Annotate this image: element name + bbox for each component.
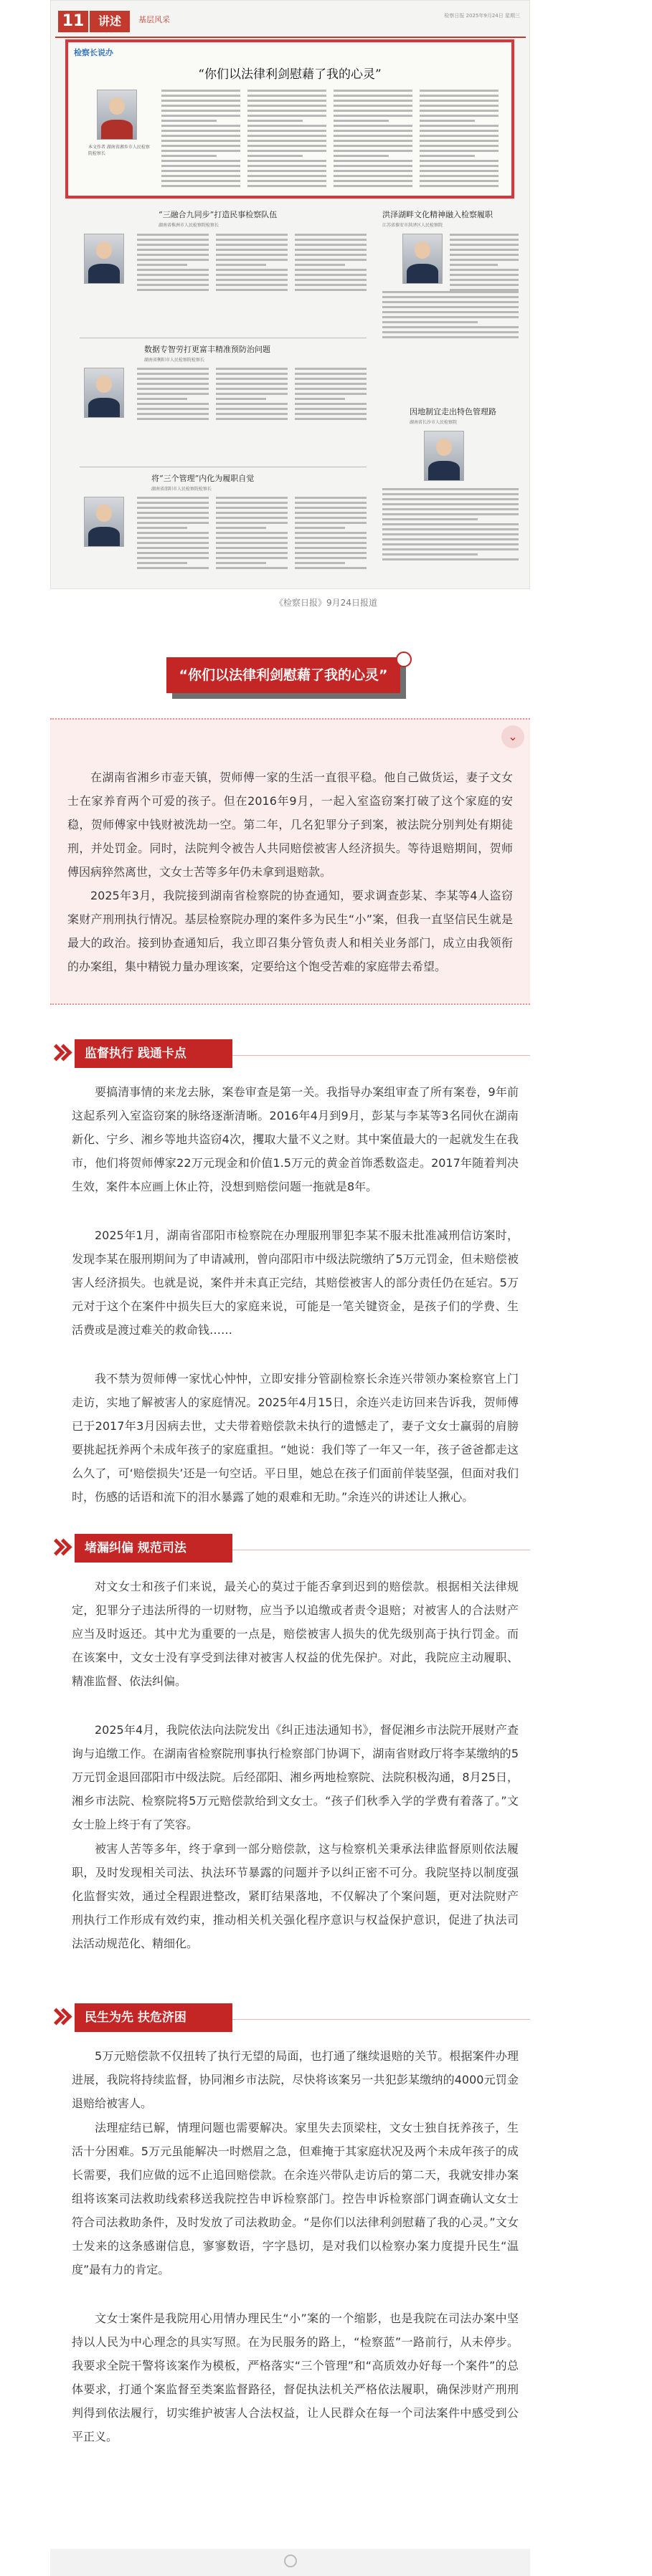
feature-text-column [247, 90, 326, 190]
article-text-column [382, 488, 519, 563]
newspaper-article-byline: 湖南省邵阳市人民检察院检察长 [151, 487, 212, 492]
article-author-photo [84, 234, 124, 284]
double-chevron-right-icon [50, 1540, 70, 1557]
article-text-column [295, 234, 367, 294]
newspaper-page-image [50, 0, 530, 589]
body-paragraph: 我不禁为贺师傅一家忧心忡忡，立即安排分管副检察长余连兴带领办案检察官上门走访，实地了解被害人的家庭情况。2025年4月15日，余连兴走访回来告诉我，贺师傅已于2017年3月因病去世，丈夫带着赔偿款未执行的遗憾走了，妻子文女士赢弱的肩膀要挑起抚养两个未成年孩子的家庭重担。“她说：我们等了一年又一年，孩子爸爸都走这么久了，可‘赔偿损失’还是一句空话。平日里，她总在孩子们面前佯装坚强，但面对我们时，伤感的话语和流下的泪水暴露了她的艰难和无助。”余连兴的讲述让人揪心。 [72, 1372, 519, 1504]
section-heading: 堵漏纠偏 规范司法 [75, 1534, 232, 1563]
article-text-column [137, 497, 209, 572]
body-paragraph: 2025年1月，湖南省邵阳市检察院在办理服刑罪犯李某不服未批准减刑信访案时，发现李某在服刑期间为了申请减刑，曾向邵阳市中级法院缴纳了5万元罚金，但未赔偿被害人经济损失。也就是说，案件并未真正完结，其赔偿被害人的部分责任仍在延宕。5万元对于这个在案件中损失巨大的家庭来说，可能是一笔关键资金，是孩子们的学费、生活费或是渡过难关的救命钱…… [72, 1229, 519, 1337]
article-text-column [450, 234, 519, 294]
intro-paragraph: 2025年3月，我院接到湖南省检察院的协查通知，要求调查彭某、李某等4人盗窃案财产刑刑执行情况。基层检察院办理的案件多为民生“小”案，但我一直坚信民生就是最大的政治。接到协查通知后，我立即召集分管负责人和相关业务部门，成立由我领衔的办案组，集中精锐力量办理该案，定要给这个饱受苦难的家庭带去希望。 [67, 889, 513, 973]
newspaper-date-line: 检察日报 2025年9月24日 星期三 [444, 13, 520, 19]
newspaper-feature-title: “你们以法律利剑慰藉了我的心灵” [198, 67, 382, 82]
newspaper-article-headline: 将“三个管理”内化为履职自觉 [151, 474, 255, 483]
body-paragraph: 对文女士和孩子们来说，最关心的莫过于能否拿到迟到的赔偿款。根据相关法律规定，犯罪分子违法所得的一切财物，应当予以追缴或者责令退赔；对被害人的合法财产应当及时返还。其中尤为重要的一点是，赔偿被害人损失的优先级别高于执行罚金。而在该案中，文女士没有享受到法律对被害人权益的优先保护。对此，我院应主动履职、精准监督、依法纠偏。 [72, 1580, 519, 1688]
feature-text-column [334, 90, 412, 190]
article-text-column [382, 291, 519, 341]
section-rule [232, 1055, 530, 1056]
article-text-column [295, 497, 367, 572]
newspaper-subsection-label: 基层风采 [138, 15, 170, 24]
article-author-photo [402, 234, 443, 284]
newspaper-page-number: 11 [58, 11, 88, 32]
article-text-column [216, 234, 288, 294]
section-rule [232, 2019, 530, 2020]
author-portrait-photo [97, 90, 137, 140]
newspaper-article-byline: 湖南省长沙市人民检察院 [410, 420, 458, 425]
double-chevron-right-icon [50, 1045, 70, 1062]
newspaper-article-headline: “三融合九同步”打造民事检察队伍 [159, 210, 278, 219]
newspaper-article-byline: 湖南省株洲市人民检察院检察长 [159, 223, 219, 228]
body-paragraph: 2025年4月，我院依法向法院发出《纠正违法通知书》，督促湘乡市法院开展财产查询与追缴工作。在湖南省检察院刑事执行检察部门协调下，湖南省财政厅将李某缴纳的5万元罚金退回邵阳市中级法院。后经邵阳、湘乡两地检察院、法院积极沟通，8月25日，湘乡市法院、检察院将5万元赔偿款给到文女士。“孩子们秋季入学的学费有着落了。”文女士脸上终于有了笑容。 [72, 1723, 519, 1831]
article-title-banner: “你们以法律利剑慰藉了我的心灵” [166, 657, 400, 693]
body-paragraph: 法理症结已解，情理问题也需要解决。家里失去顶梁柱，文女士独自抚养孩子，生活十分困难。5万元虽能解决一时燃眉之急，但难掩于其家庭状况及两个未成年孩子的成长需要，我们应做的远不止追回赔偿款。在余连兴带队走访后的第二天，我就安排办案组将该案司法救助线索移送我院控告申诉检察部门。控告申诉检察部门调查确认文女士符合司法救助条件，及时发放了司法救助金。“是你们以法律利剑慰藉了我的心灵。”文女士发来的这条感谢信息，寥寥数语，字字恳切，是对我们以检察办案力度提升民生“温度”最有力的肯定。 [72, 2121, 519, 2276]
article-text-column [216, 497, 288, 572]
newspaper-column-tag: 检察长说办 [74, 48, 113, 57]
newspaper-credit-caption: 《检察日报》9月24日报道 [275, 598, 377, 608]
newspaper-feature-box [65, 39, 514, 199]
feature-text-column [420, 90, 499, 190]
article-text-column [216, 368, 288, 423]
body-paragraph: 被害人苦等多年，终于拿到一部分赔偿款，这与检察机关秉承法律监督原则依法履职，及时发现相关司法、执法环节暴露的问题并予以纠正密不可分。我院坚持以制度强化监督实效，通过全程跟进整改，紧盯结果落地，不仅解决了个案问题，更对法院财产刑执行工作形成有效约束，推动相关机关强化程序意识与权益保护意识，促进了执法司法活动规范化、精细化。 [72, 1842, 519, 1950]
newspaper-article-headline: 数据专智劳打更富丰精准预防治问题 [144, 345, 270, 354]
article-author-photo [84, 497, 124, 547]
body-paragraph: 要搞清事情的来龙去脉，案卷审查是第一关。我指导办案组审查了所有案卷，9年前这起系列入室盗窃案的脉络逐渐清晰。2016年4月到9月，彭某与李某等3名同伙在湖南新化、宁乡、湘乡等地共盗窃4次，攫取大量不义之财。其中案值最大的一起就发生在我市，他们将贺师傅家22万元现金和价值1.5万元的黄金首饰悉数盗走。2017年随着判决生效，案件本应画上休止符，没想到赔偿问题一拖就是8年。 [72, 1085, 519, 1193]
author-photo-caption: 本文作者 湖南省湘乡市人民检察院检察长 [88, 145, 150, 156]
intro-box [50, 718, 530, 1005]
newspaper-section-label: 讲述 [90, 11, 130, 32]
section-heading: 民生为先 扶危济困 [75, 2003, 232, 2032]
newspaper-article-byline: 湖南省衡阳市人民检察院检察长 [144, 358, 205, 363]
newspaper-article-headline: 洪泽湖畔文化精神融入检察履职 [382, 210, 493, 219]
section-header [50, 2003, 530, 2032]
section-header [50, 1534, 530, 1563]
section-header [50, 1039, 530, 1068]
loading-bar [50, 2549, 530, 2576]
newspaper-article-byline: 江苏省淮安市洪泽区人民检察院 [382, 223, 443, 228]
article-author-photo [424, 431, 464, 481]
article-text-column [295, 368, 367, 423]
section-heading: 监督执行 践通卡点 [75, 1039, 232, 1068]
article-text-column [137, 234, 209, 294]
article-author-photo [84, 368, 124, 418]
feature-text-column [161, 90, 240, 190]
newspaper-article-headline: 因地制宜走出特色管理路 [410, 407, 496, 416]
loading-spinner-icon [284, 2554, 297, 2567]
body-paragraph: 文女士案件是我院用心用情办理民生“小”案的一个缩影，也是我院在司法办案中坚持以人民为中心理念的具实写照。在为民服务的路上，“检察蓝”一路前行，从未停步。我要求全院干警将该案作为模板，严格落实“三个管理”和“高质效办好每一个案件”的总体要求，打通个案监督至类案监督路径，督促执法机关严格依法履职，确保涉财产刑刑判得到依法履行，切实维护被害人合法权益，让人民群众在每一个司法案件中感受到公平正义。 [72, 2312, 519, 2443]
intro-paragraph: 在湖南省湘乡市壶天镇，贺师傅一家的生活一直很平稳。他自己做货运，妻子文女士在家养育两个可爱的孩子。但在2016年9月，一起入室盗窃案打破了这个家庭的安稳，贺师傅家中钱财被洗劫一空。第二年，几名犯罪分子到案，被法院分别判处有期徒刑，并处罚金。同时，法院判令被告人共同赔偿被害人经济损失。等待退赔期间，贺师傅因病猝然离世，文女士苦等多年仍未拿到退赔款。 [67, 771, 513, 879]
newspaper-masthead [55, 9, 526, 38]
intro-text [67, 765, 513, 978]
double-chevron-right-icon [50, 2009, 70, 2026]
body-paragraph: 5万元赔偿款不仅扭转了执行无望的局面，也打通了继续退赔的关节。根据案件办理进展，我院将持续监督，协同湘乡市法院，尽快将该案另一共犯彭某缴纳的4000元罚金退赔给被害人。 [72, 2049, 519, 2110]
chevron-down-icon: ⌄ [501, 725, 524, 748]
article-text-column [137, 368, 209, 423]
